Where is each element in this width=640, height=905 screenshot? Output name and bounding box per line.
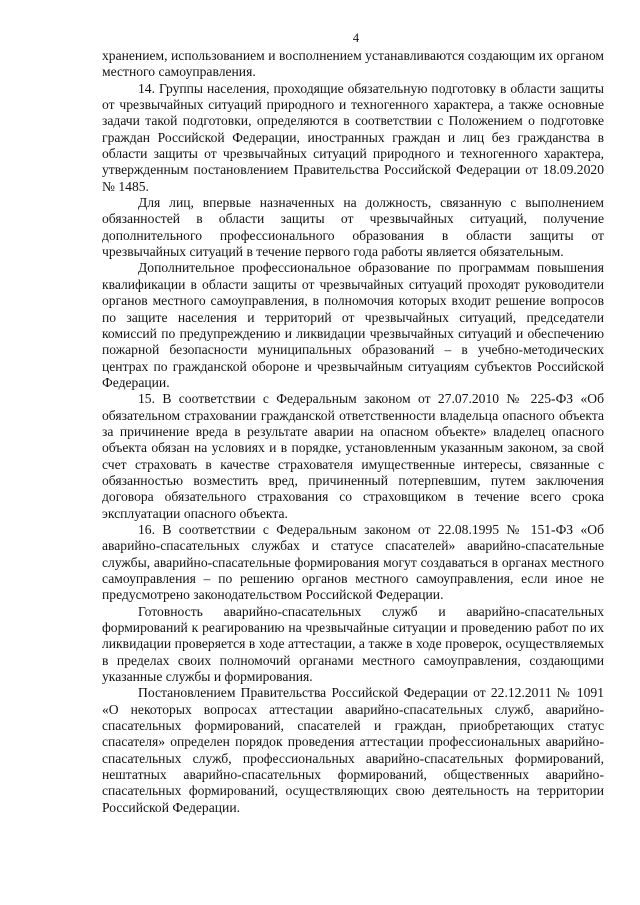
document-page [102, 30, 604, 816]
paragraph-15-insurance: 15. В соответствии с Федеральным законом от 27.07.2010 № 225-ФЗ «Об обязательном страховании гражданской ответственности владельца опасного объекта за причинение вреда в результате аварии на опасном объекте» владелец опасного объекта обязан на условиях и в порядке, установленным указанным законом, за свой счет страховать в качестве страхователя имущественные интересы, связанные с обязанностью возместить вред, причиненный потерпевшим, путем заключения договора обязательного страхования со страховщиком в течение всего срока эксплуатации опасного объекта. [102, 391, 604, 521]
page-number: 4 [352, 31, 360, 45]
paragraph-continuation: хранением, использованием и восполнением устанавливаются создающим их органом местного самоуправления. [102, 48, 604, 80]
paragraph-new-appointees-training: Для лиц, впервые назначенных на должность, связанную с выполнением обязанностей в области защиты от чрезвычайных ситуаций, получение дополнительного профессионального образования в области защиты от чрезвычайных ситуаций в течение первого года работы является обязательным. [102, 195, 604, 260]
paragraph-readiness-check: Готовность аварийно-спасательных служб и аварийно-спасательных формирований к реагированию на чрезвычайные ситуации и проведению работ по их ликвидации проверяется в ходе аттестации, а также в ходе проверок, осуществляемых в пределах своих полномочий органами местного самоуправления, создающими указанные службы и формирования. [102, 603, 604, 685]
paragraph-16-rescue-services: 16. В соответствии с Федеральным законом от 22.08.1995 № 151-ФЗ «Об аварийно-спасательных службах и статусе спасателей» аварийно-спасательные службы, аварийно-спасательные формирования могут создаваться в органах местного самоуправления – по решению органов местного самоуправления, если иное не предусмотрено законодательством Российской Федерации. [102, 521, 604, 603]
paragraph-14-population-groups: 14. Группы населения, проходящие обязательную подготовку в области защиты от чрезвычайных ситуаций природного и техногенного характера, а также основные задачи такой подготовки, определяются в соответствии с Положением о подготовке граждан Российской Федерации, иностранных граждан и лиц без гражданства в области защиты от чрезвычайных ситуаций природного и техногенного характера, утвержденным постановлением Правительства Российской Федерации от 18.09.2020 № 1485. [102, 80, 604, 194]
paragraph-attestation-order: Постановлением Правительства Российской Федерации от 22.12.2011 № 1091 «О некоторых вопросах аттестации аварийно-спасательных служб, аварийно-спасательных формирований, спасателей и граждан, приобретающих статус спасателя» определен порядок проведения аттестации профессиональных аварийно-спасательных служб, профессиональных аварийно-спасательных формирований, нештатных аварийно-спасательных формирований, общественных аварийно-спасательных формирований, осуществляющих свою деятельность на территории Российской Федерации. [102, 685, 604, 815]
paragraph-additional-education: Дополнительное профессиональное образование по программам повышения квалификации в области защиты от чрезвычайных ситуаций проходят руководители органов местного самоуправления, в полномочия которых входит решение вопросов по защите населения и территорий от чрезвычайных ситуаций, председатели комиссий по предупреждению и ликвидации чрезвычайных ситуаций и обеспечению пожарной безопасности муниципальных образований – в учебно-методических центрах по гражданской обороне и чрезвычайным ситуациям субъектов Российской Федерации. [102, 260, 604, 390]
